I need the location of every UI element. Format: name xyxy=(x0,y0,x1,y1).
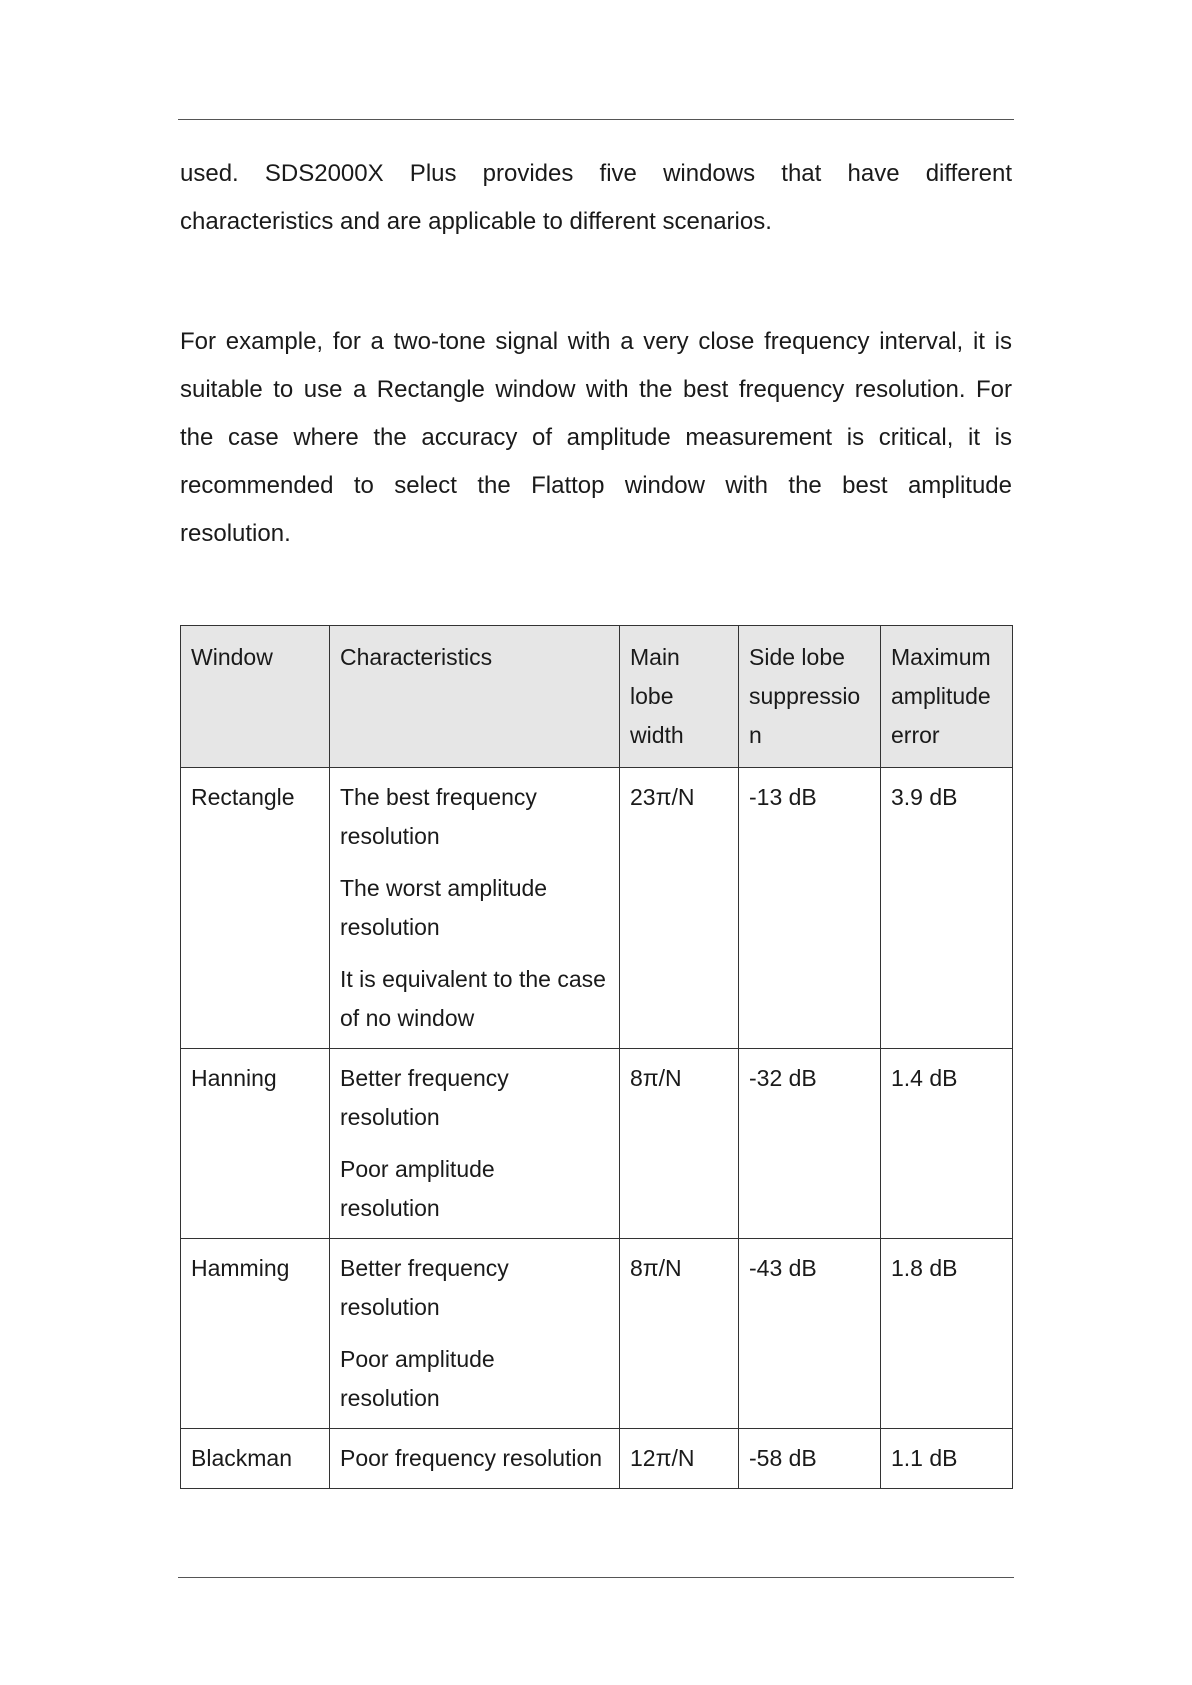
header-window: Window xyxy=(181,626,330,768)
intro-paragraph xyxy=(180,150,1012,246)
characteristic-item: Poor amplitude resolution xyxy=(340,1346,495,1411)
paragraph-line: recommended to select the Flattop window with the best amplitude xyxy=(180,472,1012,499)
cell-window: Hanning xyxy=(181,1049,330,1239)
cell-max-amplitude-error: 1.4 dB xyxy=(881,1049,1013,1239)
characteristic-item: Poor frequency resolution xyxy=(340,1445,603,1471)
header-side-lobe-suppression: Side lobe suppressio n xyxy=(739,626,881,768)
window-comparison-table xyxy=(180,625,1013,1489)
cell-max-amplitude-error: 1.8 dB xyxy=(881,1239,1013,1429)
paragraph-line: used. SDS2000X Plus provides five windows that have different xyxy=(180,160,1012,187)
table-row xyxy=(181,1049,1013,1239)
header-main-lobe-width: Main lobe width xyxy=(620,626,739,768)
table-row xyxy=(181,768,1013,1049)
header-characteristics: Characteristics xyxy=(330,626,620,768)
cell-side-lobe-suppression: -32 dB xyxy=(739,1049,881,1239)
paragraph-line: suitable to use a Rectangle window with the best frequency resolution. For xyxy=(180,376,1012,403)
footer-rule xyxy=(178,1577,1014,1578)
characteristic-item: The worst amplitude resolution xyxy=(340,875,548,940)
cell-characteristics xyxy=(330,1239,620,1429)
cell-characteristics xyxy=(330,768,620,1049)
header-rule xyxy=(178,119,1014,120)
paragraph-line: characteristics and are applicable to different scenarios. xyxy=(180,208,772,235)
cell-window: Hamming xyxy=(181,1239,330,1429)
characteristic-item: Better frequency resolution xyxy=(340,1255,509,1320)
characteristic-item: Better frequency resolution xyxy=(340,1065,509,1130)
table-row xyxy=(181,1429,1013,1489)
cell-window: Rectangle xyxy=(181,768,330,1049)
cell-side-lobe-suppression: -43 dB xyxy=(739,1239,881,1429)
table-header-row xyxy=(181,626,1013,768)
characteristic-item: The best frequency resolution xyxy=(340,784,537,849)
table-row xyxy=(181,1239,1013,1429)
cell-window: Blackman xyxy=(181,1429,330,1489)
cell-max-amplitude-error: 3.9 dB xyxy=(881,768,1013,1049)
cell-side-lobe-suppression: -58 dB xyxy=(739,1429,881,1489)
cell-main-lobe-width: 12π/N xyxy=(620,1429,739,1489)
cell-main-lobe-width: 8π/N xyxy=(620,1049,739,1239)
cell-main-lobe-width: 23π/N xyxy=(620,768,739,1049)
paragraph-line: the case where the accuracy of amplitude measurement is critical, it is xyxy=(180,424,1012,451)
cell-characteristics xyxy=(330,1049,620,1239)
characteristic-item: Poor amplitude resolution xyxy=(340,1156,495,1221)
example-paragraph xyxy=(180,318,1012,558)
cell-characteristics xyxy=(330,1429,620,1489)
characteristic-item: It is equivalent to the case of no window xyxy=(340,966,606,1031)
paragraph-line: For example, for a two-tone signal with a very close frequency interval, it is xyxy=(180,328,1012,355)
paragraph-line: resolution. xyxy=(180,520,291,547)
cell-side-lobe-suppression: -13 dB xyxy=(739,768,881,1049)
header-max-amplitude-error: Maximum amplitude error xyxy=(881,626,1013,768)
cell-max-amplitude-error: 1.1 dB xyxy=(881,1429,1013,1489)
cell-main-lobe-width: 8π/N xyxy=(620,1239,739,1429)
